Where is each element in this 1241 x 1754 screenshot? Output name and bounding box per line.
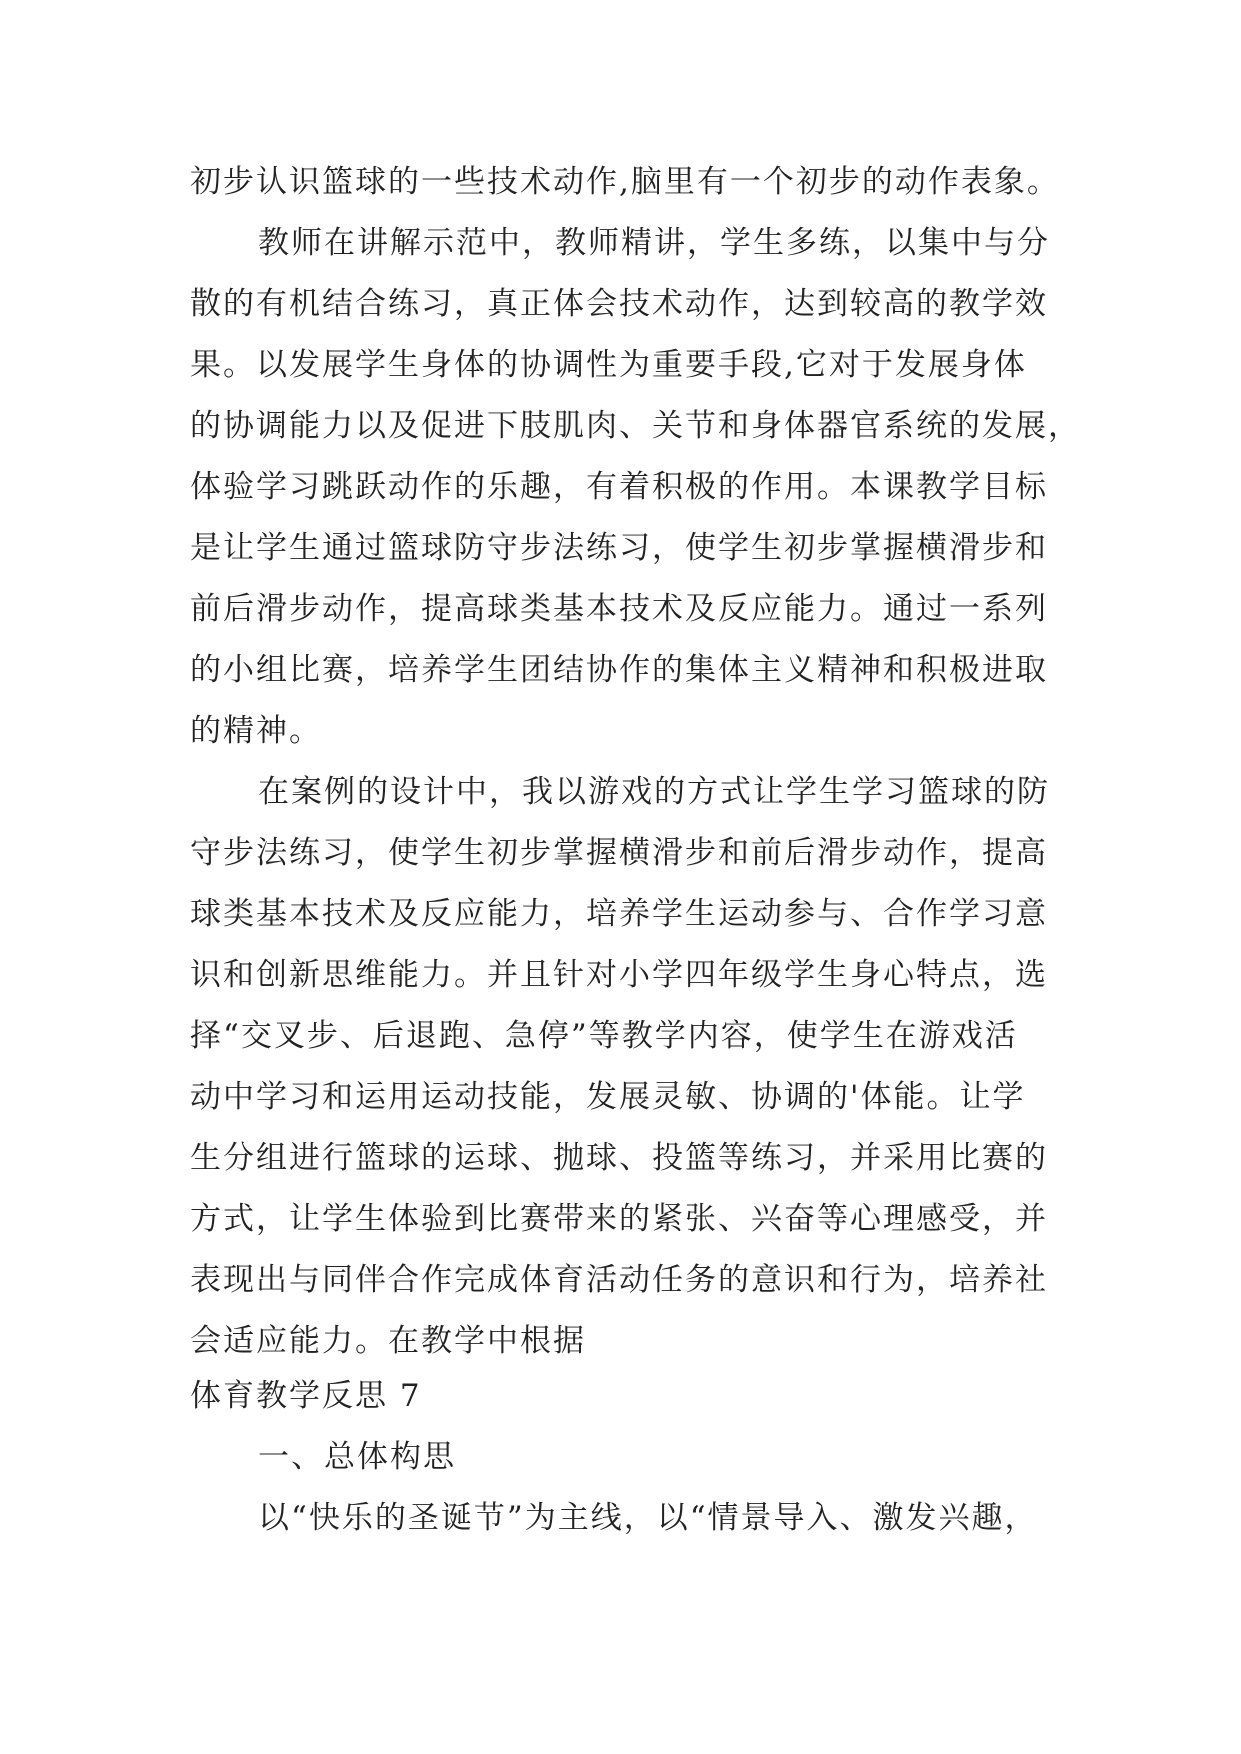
text-line: 是让学生通过篮球防守步法练习，使学生初步掌握横滑步和 bbox=[190, 530, 1048, 566]
text-line: 的协调能力以及促进下肢肌肉、关节和身体器官系统的发展， bbox=[190, 408, 1081, 444]
text-block-reflection-6 bbox=[190, 152, 1090, 1372]
text-line: 前后滑步动作，提高球类基本技术及反应能力。通过一系列 bbox=[190, 591, 1048, 627]
text-line: 识和创新思维能力。并且针对小学四年级学生身心特点，选 bbox=[190, 957, 1048, 993]
section-heading: 体育教学反思 7 bbox=[190, 1378, 422, 1414]
text-line: 以“快乐的圣诞节”为主线，以“情景导入、激发兴趣， bbox=[258, 1500, 1038, 1536]
text-line: 初步认识篮球的一些技术动作,脑里有一个初步的动作表象。 bbox=[190, 164, 1060, 200]
text-line: 球类基本技术及反应能力，培养学生运动参与、合作学习意 bbox=[190, 896, 1048, 932]
text-line: 的小组比赛，培养学生团结协作的集体主义精神和积极进取 bbox=[190, 652, 1048, 688]
text-line: 守步法练习，使学生初步掌握横滑步和前后滑步动作，提高 bbox=[190, 835, 1048, 871]
text-line: 表现出与同伴合作完成体育活动任务的意识和行为，培养社 bbox=[190, 1262, 1048, 1298]
text-line: 动中学习和运用运动技能，发展灵敏、协调的'体能。让学 bbox=[190, 1079, 1026, 1115]
text-line: 方式，让学生体验到比赛带来的紧张、兴奋等心理感受，并 bbox=[190, 1201, 1048, 1237]
text-line: 散的有机结合练习，真正体会技术动作，达到较高的教学效 bbox=[190, 286, 1048, 322]
subsection-heading: 一、总体构思 bbox=[258, 1439, 456, 1475]
text-line: 生分组进行篮球的运球、抛球、投篮等练习，并采用比赛的 bbox=[190, 1140, 1048, 1176]
text-line: 体验学习跳跃动作的乐趣，有着积极的作用。本课教学目标 bbox=[190, 469, 1048, 505]
text-block-reflection-7 bbox=[190, 1366, 1090, 1549]
text-line: 教师在讲解示范中，教师精讲，学生多练，以集中与分 bbox=[258, 225, 1050, 261]
text-line: 果。以发展学生身体的协调性为重要手段,它对于发展身体 bbox=[190, 347, 1027, 383]
text-line: 在案例的设计中，我以游戏的方式让学生学习篮球的防 bbox=[258, 774, 1050, 810]
text-line: 会适应能力。在教学中根据 bbox=[190, 1323, 586, 1359]
text-line: 择“交叉步、后退跑、急停”等教学内容，使学生在游戏活 bbox=[190, 1018, 1018, 1054]
text-line: 的精神。 bbox=[190, 713, 322, 749]
